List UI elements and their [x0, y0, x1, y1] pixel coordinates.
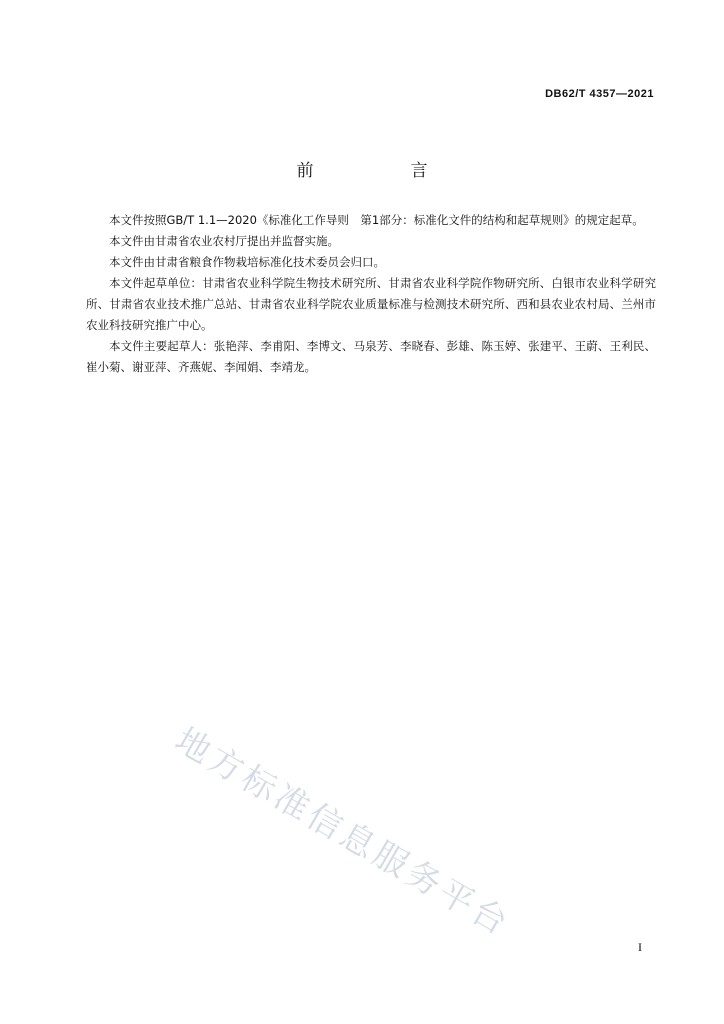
page-number: I [638, 940, 642, 954]
page-title: 前 言 [296, 161, 468, 181]
paragraph-committee: 本文件由甘肃省粮食作物栽培标准化技术委员会归口。 [109, 255, 385, 269]
paragraph-drafting-units: 本文件起草单位：甘肃省农业科学院生物技术研究所、甘肃省农业科学院作物研究所、白银市农业科学研究所、甘肃省农业技术推广总站、甘肃省农业科学院农业质量标准与检测技术研究所、西和县农业农村局、兰州市农业科技研究推广中心。 [86, 276, 656, 332]
paragraph-drafting-rules: 本文件按照GB/T 1.1—2020《标准化工作导则 第1部分：标准化文件的结构和起草规则》的规定起草。 [109, 213, 644, 227]
watermark: 地方标准信息服务平台 [168, 720, 518, 945]
document-code: DB62/T 4357—2021 [545, 88, 654, 100]
paragraph-proposer: 本文件由甘肃省农业农村厅提出并监督实施。 [109, 234, 339, 248]
document-body [86, 210, 656, 378]
paragraph-drafters: 本文件主要起草人：张艳萍、李甫阳、李博文、马泉芳、李晓春、彭雄、陈玉婷、张建平、王蔚、王利民、崔小菊、谢亚萍、齐燕妮、李闻娟、李靖龙。 [86, 339, 656, 374]
